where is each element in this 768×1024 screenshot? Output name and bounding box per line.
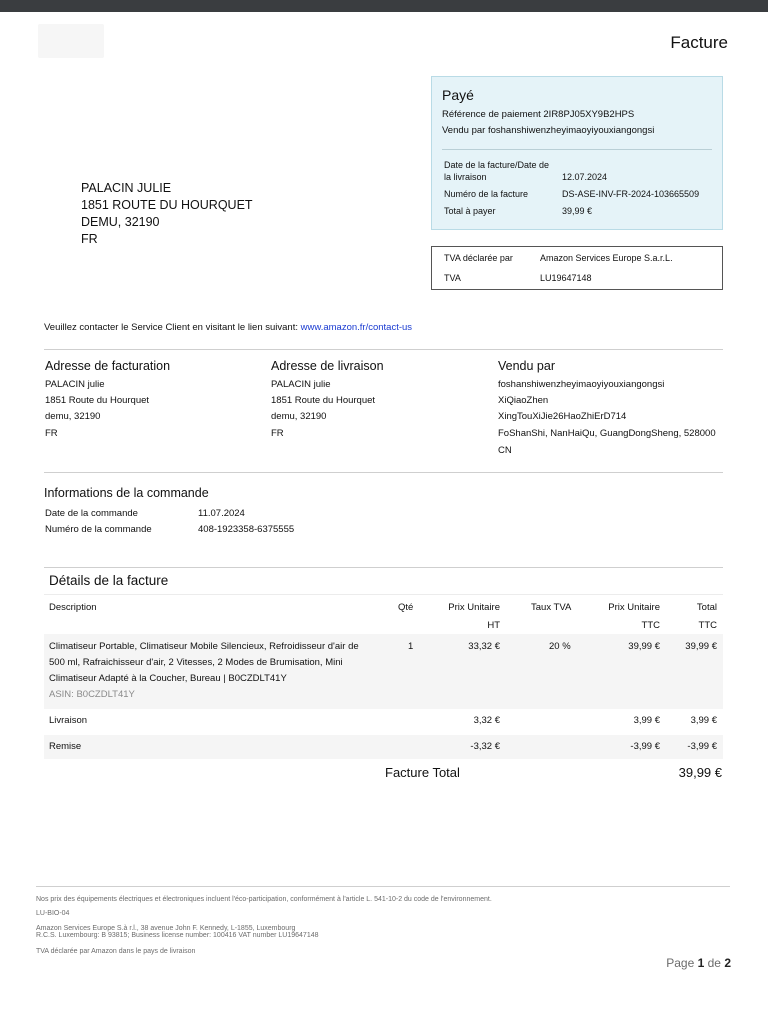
billing-line: PALACIN julie: [45, 379, 105, 390]
page-number: [666, 956, 731, 970]
billing-line: 1851 Route du Hourquet: [45, 395, 150, 406]
seller-line: foshanshiwenzheyimaoyiyouxiangongsi: [498, 379, 665, 390]
details-title: Détails de la facture: [49, 573, 169, 588]
col-header-unit-ht: [448, 602, 500, 631]
col-header-line: Prix Unitaire: [448, 602, 500, 613]
page-current: 1: [697, 956, 705, 970]
address-line: FR: [81, 232, 98, 246]
invoice-date-label: [444, 159, 549, 183]
shipping-row-unit-ttc: 3,99 €: [633, 715, 660, 726]
item-description: [49, 639, 374, 703]
col-header-line: Prix Unitaire: [608, 602, 660, 613]
vat-declared-value: Amazon Services Europe S.a.r.L.: [540, 253, 673, 263]
footer-code: LU-BIO-04: [36, 910, 70, 917]
seller-line: FoShanShi, NanHaiQu, GuangDongSheng, 528000: [498, 428, 716, 439]
shipping-row-label: Livraison: [49, 715, 88, 726]
item-unit-ttc: 39,99 €: [628, 641, 660, 652]
divider: [44, 594, 723, 595]
col-header-vat: Taux TVA: [531, 602, 572, 613]
shipping-line: FR: [271, 428, 284, 439]
page-total: 2: [724, 956, 731, 970]
top-bar: [0, 0, 768, 12]
total-due-label: Total à payer: [444, 206, 496, 216]
order-date-label: Date de la commande: [45, 508, 138, 519]
discount-row-total: -3,99 €: [687, 741, 717, 752]
order-number-label: Numéro de la commande: [45, 524, 152, 535]
invoice-date-label-line: Date de la facture/Date de: [444, 160, 550, 170]
document-title: Facture: [670, 33, 728, 52]
col-header-line: TTC: [698, 620, 717, 631]
address-line: 1851 ROUTE DU HOURQUET: [81, 198, 253, 212]
page-separator: de: [704, 956, 725, 970]
item-total-ttc: 39,99 €: [685, 641, 717, 652]
invoice-date-value: 12.07.2024: [562, 172, 608, 182]
col-header-line: TTC: [641, 620, 660, 631]
shipping-line: PALACIN julie: [271, 379, 331, 390]
contact-link[interactable]: www.amazon.fr/contact-us: [300, 322, 413, 333]
contact-note: [44, 322, 412, 333]
item-asin: ASIN: B0CZDLT41Y: [49, 689, 135, 700]
footer-company: Amazon Services Europe S.à r.l., 38 avenue John F. Kennedy, L-1855, Luxembourg: [36, 925, 296, 932]
shipping-title: Adresse de livraison: [271, 359, 384, 373]
item-description-line: Climatiseur Portable, Climatiseur Mobile Silencieux, Refroidisseur d'air de: [49, 641, 359, 652]
vat-box: [431, 246, 723, 290]
invoice-total-label: Facture Total: [385, 765, 460, 780]
divider: [44, 349, 723, 350]
shipping-row-unit-ht: 3,32 €: [473, 715, 500, 726]
footer-eco-note: Nos prix des équipements électriques et électroniques incluent l'éco-participation, conformément à l'article L. 541-10-2 du code de l'environnement.: [36, 896, 492, 903]
vat-value: LU19647148: [540, 273, 592, 283]
item-unit-ht: 33,32 €: [468, 641, 500, 652]
invoice-number-label: Numéro de la facture: [444, 189, 529, 199]
sold-by-line: Vendu par foshanshiwenzheyimaoyiyouxiangongsi: [442, 125, 655, 136]
order-date-value: 11.07.2024: [198, 508, 245, 519]
col-header-qty: Qté: [398, 602, 414, 613]
billing-line: demu, 32190: [45, 411, 101, 422]
col-header-total: [697, 602, 717, 631]
vat-label: TVA: [444, 273, 461, 283]
payment-reference: Référence de paiement 2IR8PJ05XY9B2HPS: [442, 109, 635, 120]
contact-text: Veuillez contacter le Service Client en visitant le lien suivant:: [44, 322, 301, 333]
item-description-line: Climatiseur Adapté à la Coucher, Bureau | B0CZDLT41Y: [49, 673, 287, 684]
seller-line: XiQiaoZhen: [498, 395, 549, 406]
invoice-total-value: 39,99 €: [678, 765, 722, 780]
order-number-value: 408-1923358-6375555: [198, 524, 295, 535]
divider: [44, 567, 723, 568]
item-vat-rate: 20 %: [549, 641, 571, 652]
billing-title: Adresse de facturation: [45, 359, 171, 373]
table-row: [44, 735, 723, 759]
seller-title: Vendu par: [498, 359, 555, 373]
logo-placeholder: [38, 24, 104, 58]
seller-line: XingTouXiJie26HaoZhiErD714: [498, 411, 627, 422]
divider: [442, 149, 712, 150]
invoice-number-value: DS-ASE-INV-FR-2024-103665509: [562, 189, 700, 199]
total-due-value: 39,99 €: [562, 206, 593, 216]
vat-declared-label: TVA déclarée par: [444, 253, 513, 263]
divider: [36, 886, 730, 887]
discount-row-unit-ttc: -3,99 €: [630, 741, 660, 752]
customer-address: [81, 180, 253, 248]
address-line: PALACIN JULIE: [81, 181, 172, 195]
item-qty: 1: [408, 641, 414, 652]
col-header-description: Description: [49, 602, 97, 613]
payment-status: Payé: [442, 87, 474, 103]
shipping-line: 1851 Route du Hourquet: [271, 395, 376, 406]
discount-row-unit-ht: -3,32 €: [470, 741, 500, 752]
shipping-line: demu, 32190: [271, 411, 327, 422]
order-info-title: Informations de la commande: [44, 486, 209, 500]
page-prefix: Page: [666, 956, 698, 970]
discount-row-label: Remise: [49, 741, 82, 752]
col-header-line: HT: [487, 620, 500, 631]
address-line: DEMU, 32190: [81, 215, 160, 229]
item-description-line: 500 ml, Rafraichisseur d'air, 2 Vitesses, 2 Modes de Brumisation, Mini: [49, 657, 343, 668]
shipping-row-total: 3,99 €: [690, 715, 717, 726]
col-header-line: Total: [696, 602, 717, 613]
footer-vat-note: TVA déclarée par Amazon dans le pays de livraison: [36, 948, 196, 955]
billing-line: FR: [45, 428, 58, 439]
footer-registration: R.C.S. Luxembourg: B 93815; Business license number: 100416 VAT number LU19647148: [36, 932, 319, 939]
seller-line: CN: [498, 445, 512, 456]
divider: [44, 472, 723, 473]
payment-summary-box: [431, 76, 723, 230]
invoice-date-label-line: la livraison: [444, 172, 487, 182]
col-header-unit-ttc: [608, 602, 660, 631]
